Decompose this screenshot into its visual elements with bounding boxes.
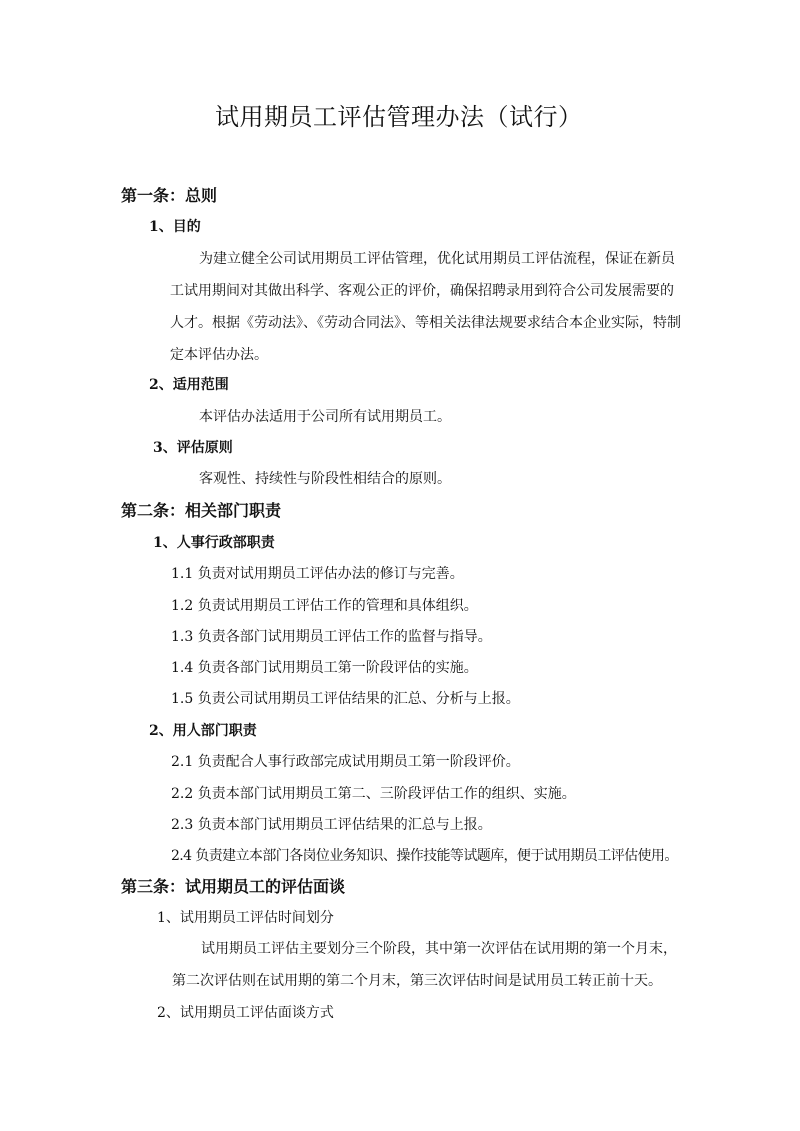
list-item: 2.4 负责建立本部门各岗位业务知识、操作技能等试题库，便于试用期员工评估使用。 (171, 848, 678, 864)
paragraph-line: 试用期员工评估主要划分三个阶段，其中第一次评估在试用期的第一个月末， (201, 941, 677, 957)
paragraph-line: 为建立健全公司试用期员工评估管理，优化试用期员工评估流程，保证在新员 (199, 251, 675, 267)
section-3-2-heading: 2、试用期员工评估面谈方式 (157, 1005, 334, 1021)
paragraph-line: 客观性、持续性与阶段性相结合的原则。 (199, 471, 451, 487)
section-1-1-heading: 1、目的 (149, 219, 201, 235)
list-item: 2.1 负责配合人事行政部完成试用期员工第一阶段评价。 (171, 754, 520, 770)
section-2-1-heading: 1、人事行政部职责 (153, 535, 275, 551)
article-1-heading: 第一条：总则 (121, 186, 218, 205)
paragraph-line: 第二次评估则在试用期的第二个月末，第三次评估时间是试用员工转正前十天。 (172, 973, 662, 989)
article-3-heading: 第三条：试用期员工的评估面谈 (121, 877, 346, 896)
list-item: 1.3 负责各部门试用期员工评估工作的监督与指导。 (171, 629, 492, 645)
section-3-1-heading: 1、试用期员工评估时间划分 (157, 910, 334, 926)
paragraph-line: 人才。根据《劳动法》、《劳动合同法》、等相关法律法规要求结合本企业实际，特制 (170, 315, 681, 331)
list-item: 1.1 负责对试用期员工评估办法的修订与完善。 (171, 566, 464, 582)
list-item: 2.2 负责本部门试用期员工第二、三阶段评估工作的组织、实施。 (171, 786, 576, 802)
paragraph-line: 定本评估办法。 (170, 347, 268, 363)
paragraph-line: 工试用期间对其做出科学、客观公正的评价，确保招聘录用到符合公司发展需要的 (170, 283, 674, 299)
list-item: 1.4 负责各部门试用期员工第一阶段评估的实施。 (171, 660, 478, 676)
section-1-2-heading: 2、适用范围 (149, 377, 229, 393)
section-1-3-heading: 3、评估原则 (153, 440, 233, 456)
list-item: 1.2 负责试用期员工评估工作的管理和具体组织。 (171, 598, 478, 614)
list-item: 1.5 负责公司试用期员工评估结果的汇总、分析与上报。 (171, 691, 520, 707)
list-item: 2.3 负责本部门试用期员工评估结果的汇总与上报。 (171, 817, 492, 833)
section-2-2-heading: 2、用人部门职责 (149, 723, 257, 739)
paragraph-line: 本评估办法适用于公司所有试用期员工。 (199, 409, 451, 425)
article-2-heading: 第二条：相关部门职责 (121, 501, 282, 520)
document-title: 试用期员工评估管理办法（试行） (215, 103, 583, 131)
